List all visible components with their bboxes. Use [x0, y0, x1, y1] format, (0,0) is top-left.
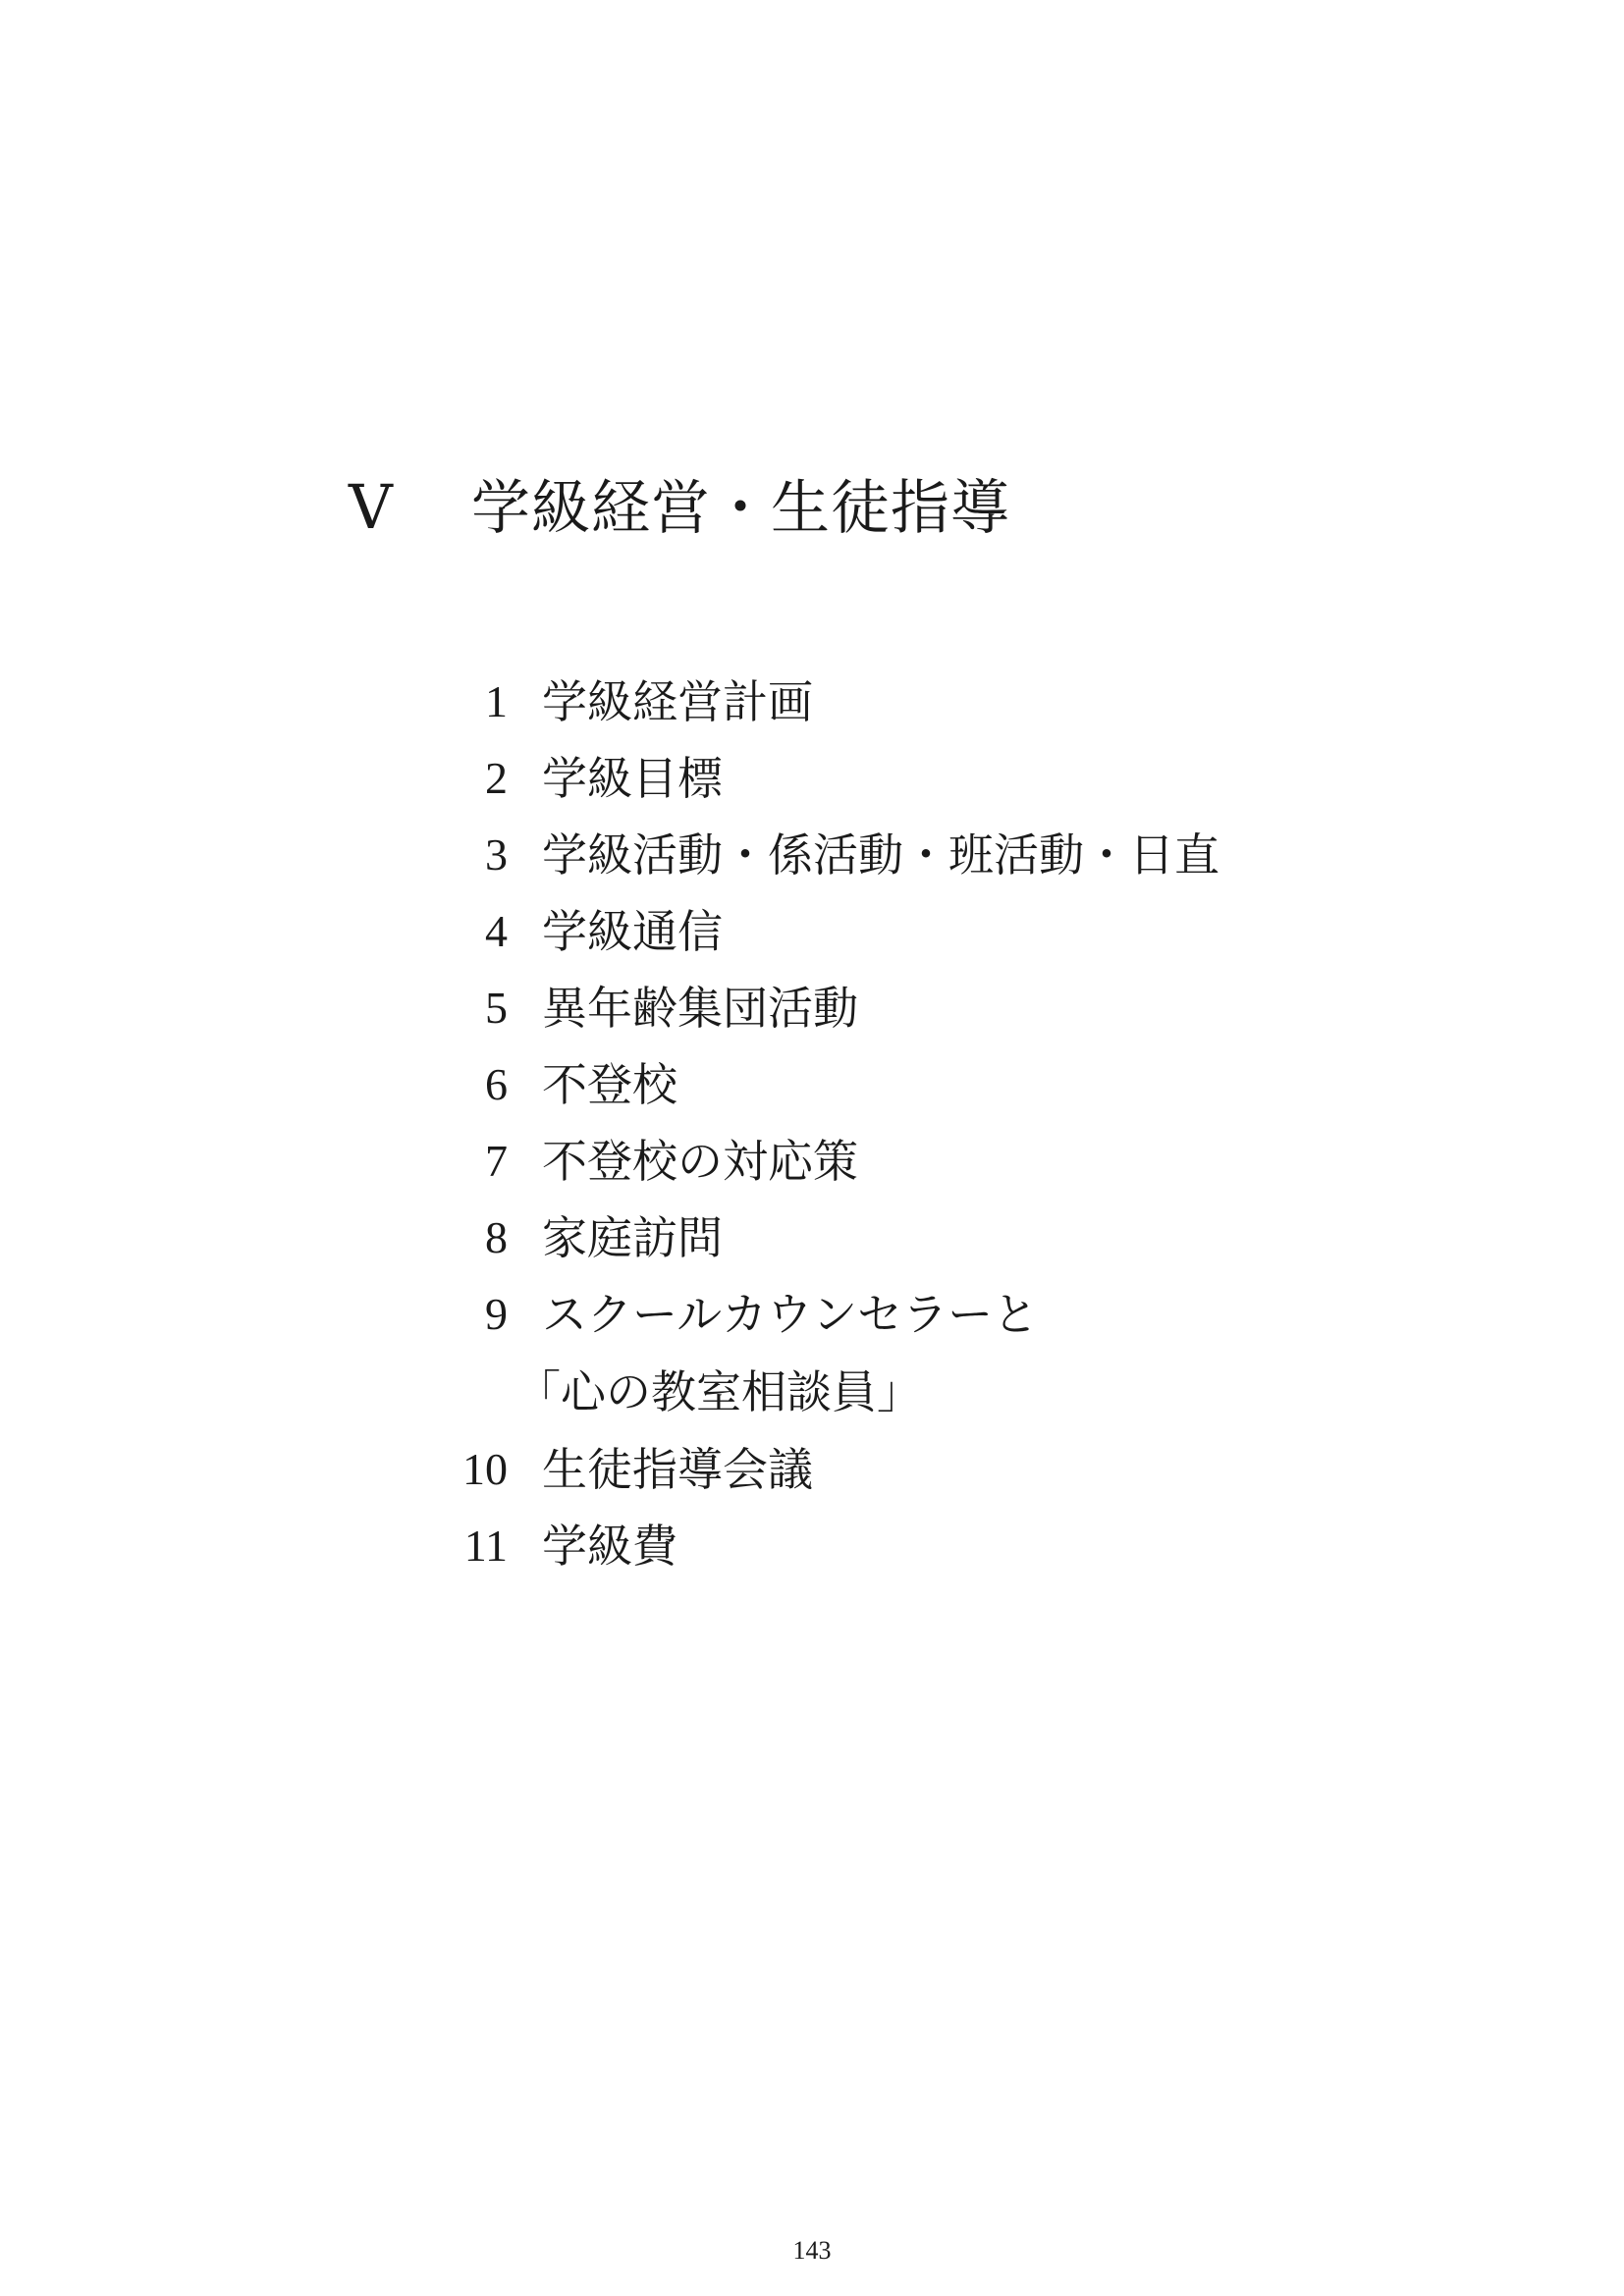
toc-item-5: [432, 970, 1316, 1046]
toc-item-number: 4: [485, 906, 508, 956]
toc-item-6: [432, 1046, 1316, 1123]
toc-item-number: 2: [485, 753, 508, 803]
toc-item-2: [432, 740, 1316, 817]
toc-item-text: 家庭訪問: [542, 1211, 723, 1264]
toc-item-number: 10: [462, 1444, 508, 1494]
toc-item-number: 3: [485, 829, 508, 880]
toc-item-8: [432, 1200, 1316, 1276]
toc-item-11: [432, 1508, 1316, 1584]
toc-item-text: 不登校の対応策: [542, 1135, 858, 1188]
chapter-numeral: Ⅴ: [349, 475, 393, 542]
chapter-title: 学級経営・生徒指導: [471, 474, 1010, 543]
toc-item-1: [432, 664, 1316, 740]
toc-item-text: 学級目標: [542, 752, 723, 805]
toc-item-continuation-text: 「心の教室相談員」: [515, 1365, 922, 1418]
chapter-heading: [349, 469, 1010, 548]
page-number: 143: [792, 2236, 832, 2265]
toc-item-text: 生徒指導会議: [542, 1443, 813, 1496]
toc-item-number: 5: [485, 983, 508, 1033]
toc-item-text: 学級活動・係活動・班活動・日直: [542, 828, 1219, 881]
toc-item-number: 7: [485, 1136, 508, 1186]
toc-item-3: [432, 817, 1316, 893]
toc-item-number: 6: [485, 1059, 508, 1109]
toc-item-text: 学級経営計画: [542, 675, 813, 728]
toc-item-number: 1: [485, 676, 508, 726]
toc-item-4: [432, 893, 1316, 970]
toc-item-text: 異年齢集団活動: [542, 982, 858, 1035]
toc-item-9-continuation: [432, 1353, 1316, 1431]
toc-item-text: 不登校: [542, 1058, 677, 1111]
toc-item-number: 8: [485, 1212, 508, 1262]
toc-item-text: スクールカウンセラーと: [542, 1288, 1039, 1341]
toc-item-text: 学級通信: [542, 905, 723, 958]
table-of-contents: [432, 664, 1316, 1584]
toc-item-number: 9: [485, 1289, 508, 1339]
toc-item-number: 11: [463, 1521, 508, 1571]
toc-item-7: [432, 1123, 1316, 1200]
toc-item-9: [432, 1276, 1316, 1353]
toc-item-10: [432, 1431, 1316, 1508]
toc-item-text: 学級費: [542, 1520, 677, 1573]
